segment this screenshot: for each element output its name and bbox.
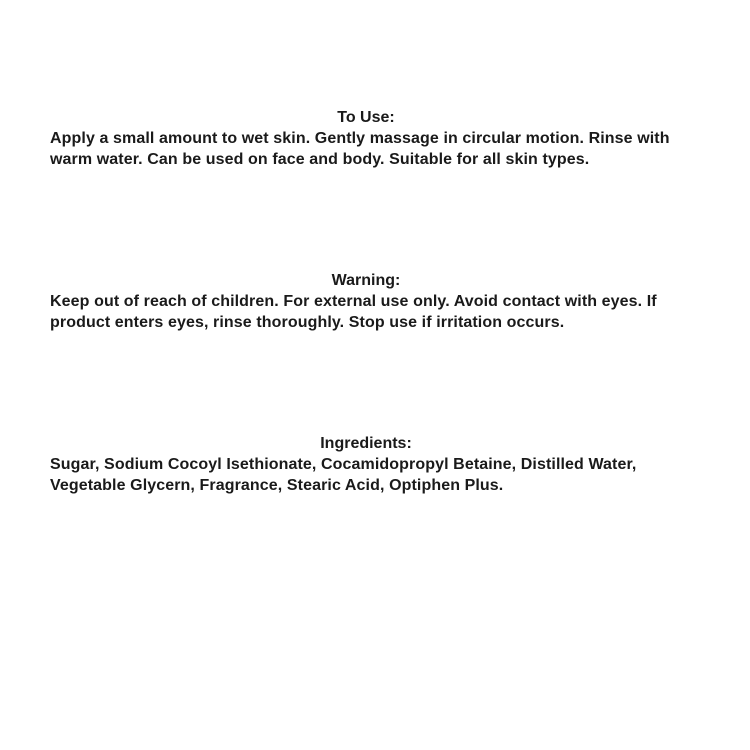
warning-heading: Warning: bbox=[331, 272, 401, 289]
ingredients-heading: Ingredients: bbox=[320, 435, 412, 452]
usage-body-text: Apply a small amount to wet skin. Gently massage in circular motion. Rinse with warm water. Can be used on face and body. Suitable for all skin types. bbox=[50, 130, 670, 168]
usage-section bbox=[50, 107, 682, 170]
ingredients-section bbox=[50, 433, 682, 496]
warning-section bbox=[50, 270, 682, 333]
ingredients-body-text: Sugar, Sodium Cocoyl Isethionate, Cocamidopropyl Betaine, Distilled Water, Vegetable Glycern, Fragrance, Stearic Acid, Optiphen Plus. bbox=[50, 456, 637, 494]
label-sheet bbox=[50, 0, 682, 750]
usage-heading: To Use: bbox=[337, 109, 395, 126]
warning-body-text: Keep out of reach of children. For external use only. Avoid contact with eyes. If product enters eyes, rinse thoroughly. Stop use if irritation occurs. bbox=[50, 293, 657, 331]
